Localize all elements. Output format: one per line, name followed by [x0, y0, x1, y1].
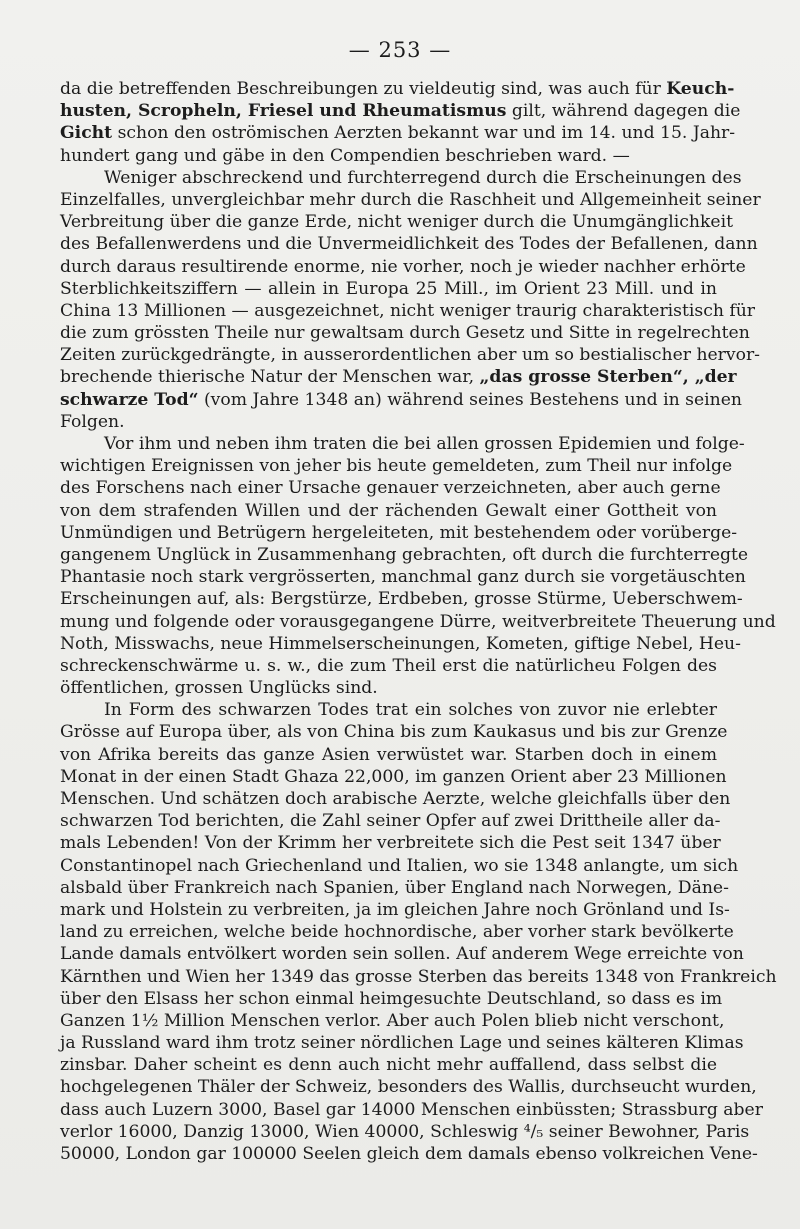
text-segment: die zum grössten Theile nur gewaltsam durch Gesetz und Sitte in regelrechten — [60, 323, 750, 344]
text-line — [60, 832, 721, 854]
text-segment: gangenem Unglück in Zusammenhang gebrachten, oft durch die furchterregte — [60, 544, 749, 565]
text-line — [60, 721, 728, 743]
text-line — [60, 943, 744, 965]
text-line — [60, 433, 745, 455]
text-segment: land zu erreichen, welche beide hochnordische, aber vorher stark bevölkerte — [60, 922, 734, 943]
text-line — [60, 167, 742, 189]
bold-term: „das grosse Sterben“, „der — [479, 367, 737, 388]
text-segment: durch daraus resultirende enorme, nie vorher, noch je wieder nachher erhörte — [60, 256, 746, 277]
text-segment: Unmündigen und Betrügern hergeleiteten, mit bestehendem oder vorüberge- — [60, 522, 738, 543]
text-segment: schwarzen Tod berichten, die Zahl seiner Opfer auf zwei Drittheile aller da- — [60, 811, 721, 832]
text-line — [60, 477, 721, 499]
text-line — [60, 744, 717, 766]
text-line — [60, 1099, 763, 1121]
text-line — [60, 522, 738, 544]
text-line — [60, 855, 739, 877]
text-line — [60, 544, 749, 566]
text-segment: Vor ihm und neben ihm traten die bei allen grossen Epidemien und folge- — [104, 434, 745, 454]
text-line — [60, 988, 723, 1010]
text-line — [60, 766, 727, 788]
text-segment: über den Elsass her schon einmal heimgesuchte Deutschland, so dass es im — [60, 988, 723, 1009]
text-line — [60, 877, 729, 899]
text-segment: China 13 Millionen — ausgezeichnet, nicht weniger traurig charakteristisch für — [60, 300, 756, 321]
text-segment: des Befallenwerdens und die Unvermeidlichkeit des Todes der Befallenen, dann — [60, 234, 758, 255]
text-line — [60, 966, 777, 988]
text-line — [60, 566, 746, 588]
text-line — [60, 344, 760, 366]
text-line — [60, 588, 743, 610]
text-segment: alsbald über Frankreich nach Spanien, über England nach Norwegen, Däne- — [60, 877, 729, 898]
text-line — [60, 921, 734, 943]
text-segment: schon den oströmischen Aerzten bekannt war und im 14. und 15. Jahr- — [112, 123, 736, 144]
text-segment: ja Russland ward ihm trotz seiner nördlichen Lage und seines kälteren Klimas — [60, 1033, 744, 1054]
text-segment: Ganzen 1½ Million Menschen verlor. Aber auch Polen blieb nicht verschont, — [60, 1010, 725, 1031]
text-segment: dass auch Luzern 3000, Basel gar 14000 Menschen einbüssten; Strassburg aber — [60, 1099, 763, 1120]
text-line — [60, 1010, 725, 1032]
bold-term: Keuch- — [666, 79, 735, 99]
text-segment: verlor 16000, Danzig 13000, Wien 40000, Schleswig ⁴/₅ seiner Bewohner, Paris — [60, 1121, 750, 1142]
text-line — [60, 899, 730, 921]
text-segment: brechende thierische Natur der Menschen war, — [60, 367, 480, 388]
bold-term: Gicht — [60, 123, 113, 144]
bold-term: husten, Scropheln, Friesel und Rheumatismus — [60, 101, 507, 122]
text-segment: mung und folgende oder vorausgegangene Dürre, weitverbreitete Theuerung und — [60, 611, 776, 632]
text-line — [60, 677, 717, 699]
text-segment: Phantasie noch stark vergrösserten, manchmal ganz durch sie vorgetäuschten — [60, 567, 746, 588]
text-segment: Einzelfalles, unvergleichbar mehr durch die Raschheit und Allgemeinheit seiner — [60, 189, 761, 210]
text-segment: Grösse auf Europa über, als von China bis zum Kaukasus und bis zur Grenze — [60, 722, 728, 743]
text-segment: öffentlichen, grossen Unglücks sind. — [60, 678, 378, 699]
text-segment: Folgen. — [60, 411, 125, 432]
text-segment: Monat in der einen Stadt Ghaza 22,000, im ganzen Orient aber 23 Millionen — [60, 766, 727, 787]
text-segment: von Afrika bereits das ganze Asien verwüstet war. Starben doch in einem — [60, 744, 717, 765]
text-segment: Noth, Misswachs, neue Himmelserscheinungen, Kometen, giftige Nebel, Heu- — [60, 633, 741, 654]
text-segment: Weniger abschreckend und furchterregend durch die Erscheinungen des — [104, 167, 742, 188]
text-segment: Zeiten zurückgedrängte, in ausserordentlichen aber um so bestialischer hervor- — [60, 345, 760, 366]
text-line — [60, 1121, 750, 1143]
body-text — [60, 78, 777, 1165]
text-segment: Constantinopel nach Griechenland und Italien, wo sie 1348 anlangte, um sich — [60, 855, 739, 876]
text-line — [60, 78, 735, 100]
text-line — [60, 1143, 758, 1165]
text-line — [60, 699, 717, 721]
text-segment: zinsbar. Daher scheint es denn auch nicht mehr auffallend, dass selbst die — [60, 1055, 717, 1076]
text-line — [60, 810, 721, 832]
text-segment: mals Lebenden! Von der Krimm her verbreitete sich die Pest seit 1347 über — [60, 833, 721, 854]
text-segment: Erscheinungen auf, als: Bergstürze, Erdbeben, grosse Stürme, Ueberschwem- — [60, 589, 743, 610]
text-segment: hundert gang und gäbe in den Compendien beschrieben ward. — — [60, 145, 630, 166]
text-line — [60, 233, 758, 255]
text-line — [60, 411, 717, 433]
text-line — [60, 455, 733, 477]
text-line — [60, 366, 737, 388]
text-segment: da die betreffenden Beschreibungen zu vieldeutig sind, was auch für — [60, 79, 667, 99]
text-segment: Lande damals entvölkert worden sein sollen. Auf anderem Wege erreichte von — [60, 944, 744, 965]
bold-term: schwarze Tod“ — [60, 389, 199, 410]
text-line — [60, 300, 756, 322]
text-line — [60, 1076, 757, 1098]
text-line — [60, 322, 750, 344]
text-line — [60, 500, 717, 522]
text-segment: hochgelegenen Thäler der Schweiz, besonders des Wallis, durchseucht wurden, — [60, 1077, 757, 1098]
text-segment: Sterblichkeitsziffern — allein in Europa 25 Mill., im Orient 23 Mill. und in — [60, 278, 717, 299]
text-line — [60, 256, 746, 278]
text-line — [60, 788, 731, 810]
text-line — [60, 1032, 744, 1054]
text-line — [60, 145, 717, 167]
text-segment: (vom Jahre 1348 an) während seines Bestehens und in seinen — [198, 389, 742, 410]
text-segment: Kärnthen und Wien her 1349 das grosse Sterben das bereits 1348 von Frankreich — [60, 966, 777, 987]
text-segment: von dem strafenden Willen und der rächenden Gewalt einer Gottheit von — [60, 500, 717, 521]
text-segment: Menschen. Und schätzen doch arabische Aerzte, welche gleichfalls über den — [60, 789, 731, 809]
text-segment: Verbreitung über die ganze Erde, nicht weniger durch die Unumgänglichkeit — [60, 212, 733, 233]
text-line — [60, 278, 717, 300]
text-segment: des Forschens nach einer Ursache genauer verzeichneten, aber auch gerne — [60, 478, 721, 499]
text-line — [60, 189, 761, 211]
text-line — [60, 1054, 717, 1076]
text-line — [60, 611, 776, 633]
text-line — [60, 633, 741, 655]
text-segment: wichtigen Ereignissen von jeher bis heute gemeldeten, zum Theil nur infolge — [60, 456, 733, 477]
text-segment: 50000, London gar 100000 Seelen gleich dem damals ebenso volkreichen Vene- — [60, 1144, 758, 1164]
text-segment: mark und Holstein zu verbreiten, ja im gleichen Jahre noch Grönland und Is- — [60, 899, 730, 920]
text-segment: gilt, während dagegen die — [506, 101, 741, 122]
text-line — [60, 122, 736, 144]
text-line — [60, 389, 742, 411]
text-line — [60, 655, 717, 677]
text-segment: schreckenschwärme u. s. w., die zum Theil erst die natürlicheu Folgen des — [60, 655, 717, 676]
text-line — [60, 100, 741, 122]
page-number: — 253 — — [348, 38, 452, 62]
text-line — [60, 211, 733, 233]
text-segment: In Form des schwarzen Todes trat ein solches von zuvor nie erlebter — [104, 700, 717, 721]
